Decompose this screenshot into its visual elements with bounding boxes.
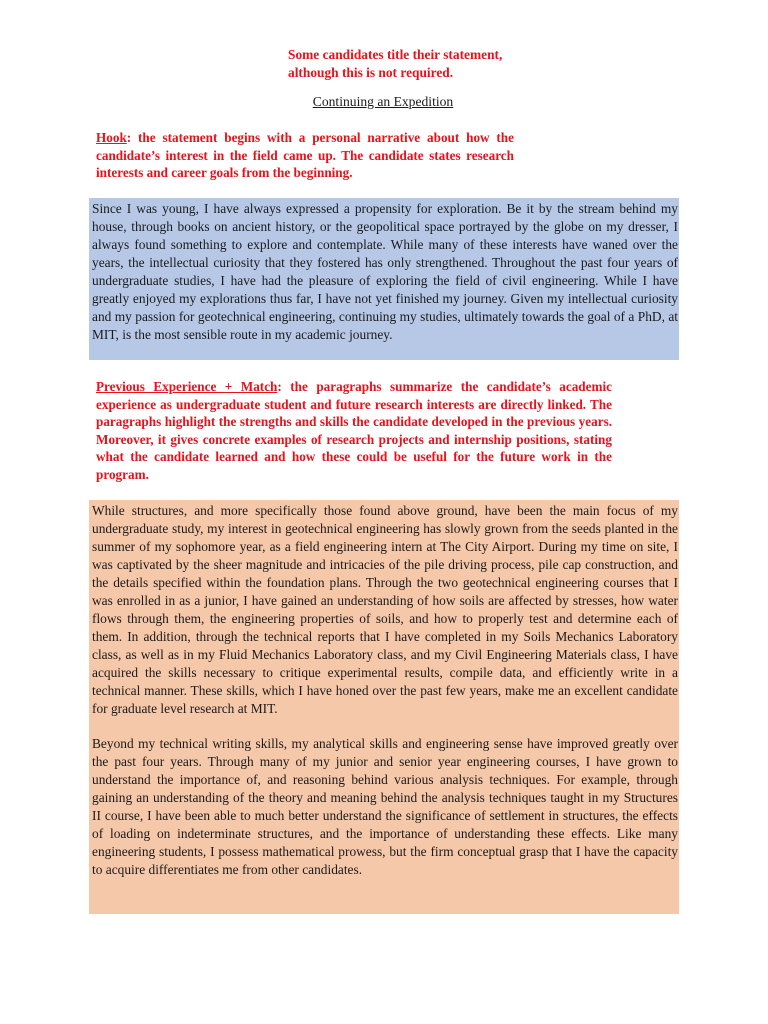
experience-paragraph-1: While structures, and more specifically those found above ground, have been the main focus of my undergraduate study, my interest in geotechnical engineering has slowly grown from the seeds planted in the summer of my sophomore year, as a field engineering intern at The City Airport. During my time on site, I was captivated by the sheer magnitude and intricacies of the pile driving process, pile cap construction, and the details specified within the foundation plans. Through the two geotechnical engineering courses that I was enrolled in as a junior, I have gained an understanding of how soils are affected by stresses, how water flows through them, the engineering properties of soils, and how to properly test and determine each of them. In addition, through the technical reports that I have completed in my Soils Mechanics Laboratory class, as well as in my Fluid Mechanics Laboratory class, and my Civil Engineering Materials class, I have acquired the skills necessary to critique experimental results, compile data, and efficiently write in a technical manner. These skills, which I have honed over the past few years, make me an excellent candidate for graduate level research at MIT. xyxy=(92,503,678,716)
previous-experience-annotation xyxy=(96,378,612,484)
opening-paragraph: Since I was young, I have always expressed a propensity for exploration. Be it by the stream behind my house, through books on ancient history, or the geopolitical space portrayed by the globe on my dresser, I always found something to explore and contemplate. While many of these interests have waned over the years, the intellectual curiosity that they fostered has only strengthened. Throughout the past four years of undergraduate studies, I have had the pleasure of exploring the field of civil engineering. While I have greatly enjoyed my explorations thus far, I have not yet finished my journey. Given my intellectual curiosity and my passion for geotechnical engineering, continuing my studies, ultimately towards the goal of a PhD, at MIT, is the most sensible route in my academic journey. xyxy=(92,201,678,342)
experience-paragraph-2: Beyond my technical writing skills, my analytical skills and engineering sense have improved greatly over the past four years. Through many of my junior and senior year engineering courses, I have grown to understand the importance of, and reasoning behind various analysis techniques. For example, through gaining an understanding of the theory and meaning behind the analysis techniques taught in my Structures II course, I have been able to much better understand the significance of settlement in structures, the effects of loading on indeterminate structures, and the importance of understanding these effects. Like many engineering students, I possess mathematical prowess, but the firm conceptual grasp that I have the capacity to acquire differentiates me from other candidates. xyxy=(92,736,678,877)
previous-experience-label: Previous Experience + Match xyxy=(96,379,278,394)
statement-title xyxy=(0,93,768,110)
hook-text: : the statement begins with a personal narrative about how the candidate’s interest in the field came up. The candidate states research interests and career goals from the beginning. xyxy=(96,130,514,181)
experience-paragraphs-block xyxy=(89,500,679,914)
statement-title-text: Continuing an Expedition xyxy=(312,94,454,109)
previous-experience-text: : the paragraphs summarize the candidate’s academic experience as undergraduate student and future research interests are directly linked. The paragraphs highlight the strengths and skills the candidate developed in the previous years. Moreover, it gives concrete examples of research projects and internship positions, stating what the candidate learned and how these could be useful for the future work in the program. xyxy=(96,379,612,482)
opening-paragraph-block xyxy=(89,198,679,360)
title-note-annotation: Some candidates title their statement, although this is not required. xyxy=(288,47,503,80)
hook-annotation xyxy=(96,129,514,182)
hook-label: Hook xyxy=(96,130,127,145)
